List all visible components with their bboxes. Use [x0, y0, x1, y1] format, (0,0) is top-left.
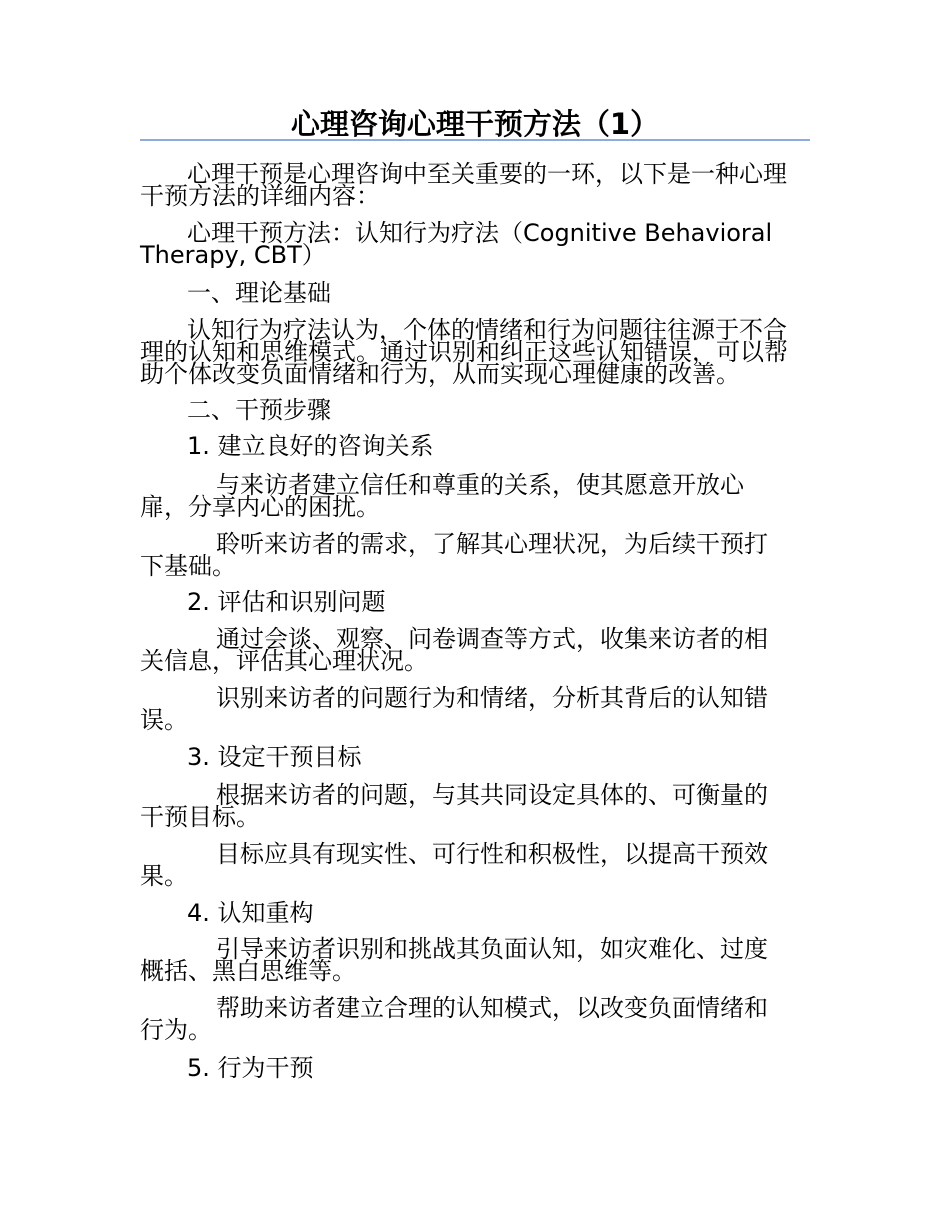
step-4-p2-line-2: 行为。	[140, 1016, 212, 1044]
step-2-p1-line-1: 通过会谈、观察、问卷调查等方式，收集来访者的相	[216, 625, 768, 653]
theory-line-3: 助个体改变负面情绪和行为，从而实现心理健康的改善。	[140, 360, 740, 388]
section-heading-steps: 二、干预步骤	[187, 396, 331, 424]
step-2-heading: 2. 评估和识别问题	[187, 588, 386, 616]
page-title: 心理咨询心理干预方法（1）	[290, 107, 660, 141]
step-2-p2-line-1: 识别来访者的问题行为和情绪，分析其背后的认知错	[216, 684, 768, 712]
step-4-p1-line-1: 引导来访者识别和挑战其负面认知，如灾难化、过度	[216, 935, 768, 963]
step-1-p2-line-1: 聆听来访者的需求，了解其心理状况，为后续干预打	[216, 530, 768, 558]
step-2-p2-line-2: 误。	[140, 706, 188, 734]
step-4-heading: 4. 认知重构	[187, 899, 314, 927]
step-2-p1-line-2: 关信息，评估其心理状况。	[140, 647, 428, 675]
method-line-2: Therapy, CBT）	[140, 241, 326, 269]
theory-line-2: 理的认知和思维模式。通过识别和纠正这些认知错误，可以帮	[140, 338, 788, 366]
step-3-p2-line-1: 目标应具有现实性、可行性和积极性，以提高干预效	[216, 840, 768, 868]
title-underline	[140, 139, 810, 141]
section-heading-theory: 一、理论基础	[187, 279, 331, 307]
step-3-p2-line-2: 果。	[140, 862, 188, 890]
method-line-1: 心理干预方法：认知行为疗法（Cognitive Behavioral	[187, 219, 773, 247]
step-3-p1-line-2: 干预目标。	[140, 803, 260, 831]
intro-line-2: 干预方法的详细内容：	[140, 182, 380, 210]
step-5-heading: 5. 行为干预	[187, 1054, 314, 1082]
step-4-p2-line-1: 帮助来访者建立合理的认知模式，以改变负面情绪和	[216, 994, 768, 1022]
step-1-p2-line-2: 下基础。	[140, 552, 236, 580]
step-3-p1-line-1: 根据来访者的问题，与其共同设定具体的、可衡量的	[216, 781, 768, 809]
theory-line-1: 认知行为疗法认为，个体的情绪和行为问题往往源于不合	[187, 316, 787, 344]
step-1-heading: 1. 建立良好的咨询关系	[187, 432, 434, 460]
step-1-p1-line-1: 与来访者建立信任和尊重的关系，使其愿意开放心	[216, 471, 744, 499]
intro-line-1: 心理干预是心理咨询中至关重要的一环，以下是一种心理	[187, 160, 787, 188]
step-4-p1-line-2: 概括、黑白思维等。	[140, 957, 356, 985]
step-3-heading: 3. 设定干预目标	[187, 743, 362, 771]
step-1-p1-line-2: 扉，分享内心的困扰。	[140, 493, 380, 521]
